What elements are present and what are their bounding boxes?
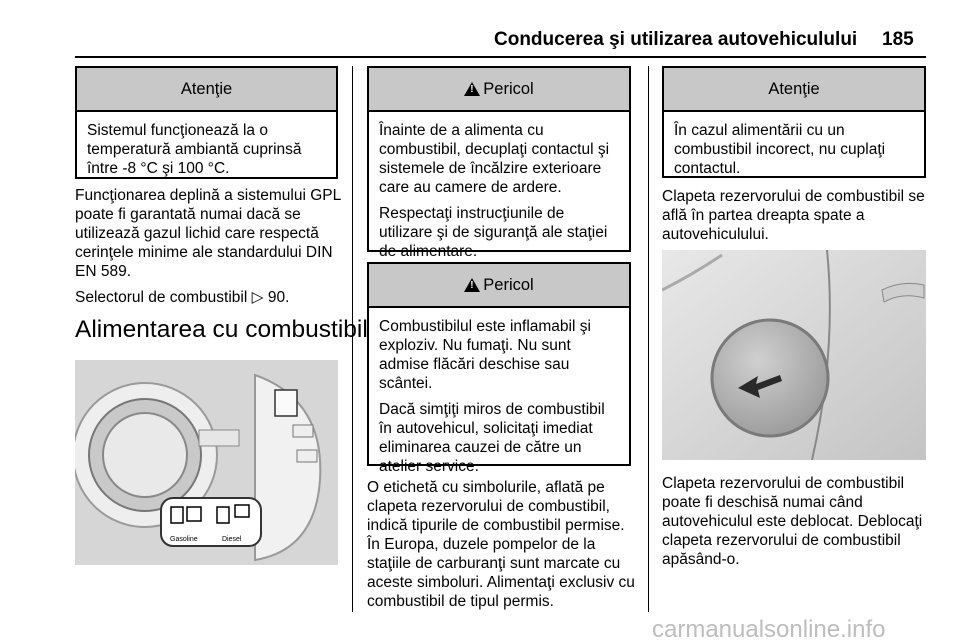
page-header-title: Conducerea şi utilizarea autovehiculului [494,29,858,50]
fuel-label-paragraph: O etichetă cu simbolurile, aflată pe clapeta rezervorului de combustibil, indică tipurile de combustibil permise. În Europa, duzele pompelor de la staţiile de carburanţi sunt marcate cu aceste simboluri. Alimentaţi exclusiv cu combustibil de tipul permis. [367,479,635,610]
diesel-label: Diesel [222,536,242,543]
danger-box-2-title [369,264,629,308]
attention-box-text: Sistemul funcţionează la o temperatură ambiantă cuprinsă între -8 °C şi 100 °C. [87,122,302,177]
danger-box-1-title-text: Pericol [483,79,534,98]
danger-box-1-text-1: Înainte de a alimenta cu combustibil, decuplaţi contactul şi sistemele de încălzire exterioare care au camere de ardere. [379,122,610,196]
attention-box-fuel-text: În cazul alimentării cu un combustibil incorect, nu cuplaţi contactul. [674,122,886,177]
danger-box-1-title [369,68,629,112]
section-heading: Alimentarea cu combustibil [75,316,368,343]
danger-box-1 [367,66,631,260]
col1-text [75,186,343,314]
fuel-door-photo-drawing [662,250,926,460]
watermark: carmanualsonline.info [652,616,886,643]
fuel-selector-text: Selectorul de combustibil [75,289,248,306]
gasoline-label: Gasoline [170,536,198,543]
header-rule [75,56,926,58]
fuel-door-illustration [75,360,338,565]
fuel-selector-ref: 90. [267,289,290,306]
page-ref-icon: ▷ [251,289,264,306]
fuel-door-photo [662,250,926,460]
danger-box-2-text-2: Dacă simţiţi miros de combustibil în autovehicul, solicitaţi imediat eliminarea cauzei de către un atelier service. [379,401,605,475]
attention-box-fuel-title: Atenţie [664,68,924,112]
warning-icon [464,82,480,96]
attention-box-fuel [662,66,926,178]
attention-box [75,66,338,179]
fuel-door-location-paragraph: Clapeta rezervorului de combustibil se află în partea dreapta spate a autovehiculului. [662,188,925,243]
fuel-door-drawing [75,360,338,565]
danger-box-2-text-1: Combustibilul este inflamabil şi exploziv. Nu fumaţi. Nu sunt admise flăcări deschise sau scântei. [379,318,591,392]
danger-box-2 [367,262,631,475]
page-number: 185 [882,29,914,50]
gpl-paragraph: Funcţionarea deplină a sistemului GPL poate fi garantată numai dacă se utilizează gazul lichid care respectă cerinţele minime ale standardului DIN EN 589. [75,187,341,280]
attention-box-title: Atenţie [77,68,336,112]
fuel-selector-paragraph [75,288,343,307]
danger-box-2-title-text: Pericol [483,275,534,294]
danger-box-1-text-2: Respectaţi instrucţiunile de utilizare şi de siguranţă ale staţiei de alimentare. [379,205,608,260]
fuel-door-open-paragraph: Clapeta rezervorului de combustibil poate fi deschisă numai când autovehiculul este deblocat. Deblocaţi clapeta rezervorului de combustibil apăsând-o. [662,475,923,568]
warning-icon [464,278,480,292]
column-divider [648,66,649,612]
